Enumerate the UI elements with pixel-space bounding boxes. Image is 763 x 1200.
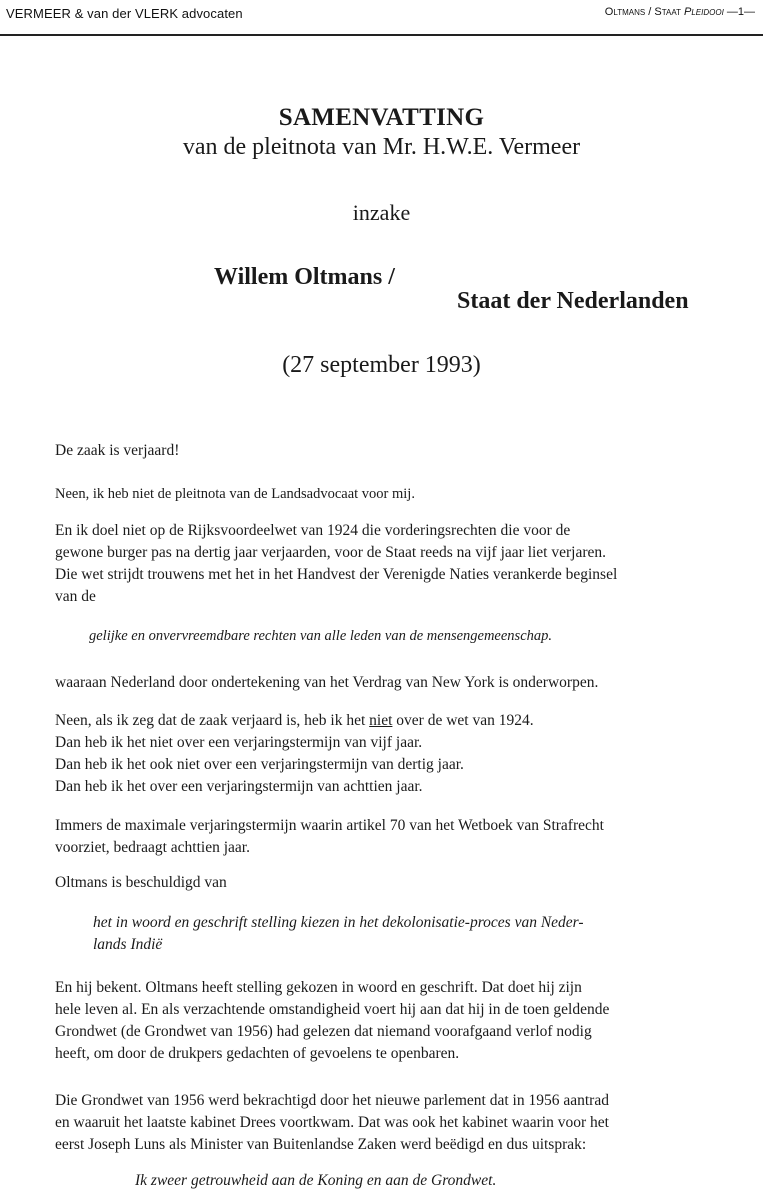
- page-number: —1—: [723, 6, 755, 18]
- paragraph: De zaak is verjaard!: [55, 442, 180, 459]
- text-line: hele leven al. En als verzachtende omstandigheid voert hij aan dat hij in de toen geldende: [55, 1001, 610, 1018]
- inzake-label: inzake: [352, 200, 411, 225]
- text-line: heeft, om door de drukpers gedachten of gevoelens te openbaren.: [55, 1045, 460, 1062]
- text-line: En ik doel niet op de Rijksvoordeelwet van 1924 die vorderingsrechten die voor de: [55, 522, 571, 539]
- text-line: Dan heb ik het over een verjaringstermijn van achttien jaar.: [55, 778, 423, 795]
- document-title: SAMENVATTING: [278, 104, 485, 131]
- text-line: voorziet, bedraagt achttien jaar.: [55, 839, 250, 856]
- text-line: en waaruit het laatste kabinet Drees voortkwam. Dat was ook het kabinet waarin voor het: [55, 1114, 609, 1131]
- paragraph: [55, 1090, 735, 1156]
- block-quote: Ik zweer getrouwheid aan de Koning en aan de Grondwet.: [135, 1172, 497, 1189]
- text-line: gewone burger pas na dertig jaar verjaarden, voor de Staat reeds na vijf jaar liet verjaren.: [55, 544, 607, 561]
- text-line: lands Indië: [93, 936, 163, 953]
- emphasis-underline: niet: [369, 712, 393, 729]
- text-line: [55, 710, 735, 732]
- block-quote: gelijke en onvervreemdbare rechten van alle leden van de mensengemeenschap.: [89, 628, 553, 644]
- document-date: (27 september 1993): [282, 352, 481, 378]
- paragraph: [55, 815, 735, 859]
- paragraph: [55, 977, 735, 1065]
- paragraph: Oltmans is beschuldigd van: [55, 874, 227, 891]
- running-title: [605, 6, 755, 18]
- document-subtitle: van de pleitnota van Mr. H.W.E. Vermeer: [182, 134, 581, 160]
- party-defendant: Staat der Nederlanden: [457, 288, 689, 314]
- text-line: eerst Joseph Luns als Minister van Buitenlandse Zaken werd beëdigd en dus uitsprak:: [55, 1136, 587, 1153]
- party-plaintiff: Willem Oltmans /: [214, 264, 395, 290]
- text-line: Grondwet (de Grondwet van 1956) had gelezen dat niemand voorafgaand verlof nodig: [55, 1023, 592, 1040]
- block-quote: [93, 912, 733, 956]
- text-span: Neen, als ik zeg dat de zaak verjaard is, heb ik het: [55, 712, 370, 729]
- paragraph: waaraan Nederland door ondertekening van het Verdrag van New York is onderworpen.: [55, 674, 599, 691]
- page-header: [0, 0, 763, 30]
- text-line: Die wet strijdt trouwens met het in het Handvest der Verenigde Naties verankerde beginsel: [55, 566, 618, 583]
- text-line: Dan heb ik het ook niet over een verjaringstermijn van dertig jaar.: [55, 756, 464, 773]
- header-rule: [0, 34, 763, 36]
- text-line: Die Grondwet van 1956 werd bekrachtigd door het nieuwe parlement dat in 1956 aantrad: [55, 1092, 609, 1109]
- paragraph: [55, 710, 735, 798]
- case-name: Oltmans / Staat: [604, 6, 685, 18]
- paragraph: [55, 520, 735, 608]
- paragraph: Neen, ik heb niet de pleitnota van de Landsadvocaat voor mij.: [55, 486, 415, 502]
- text-line: Dan heb ik het niet over een verjaringstermijn van vijf jaar.: [55, 734, 423, 751]
- firm-name: VERMEER & van der VLERK advocaten: [6, 6, 243, 21]
- text-line: En hij bekent. Oltmans heeft stelling gekozen in woord en geschrift. Dat doet hij zijn: [55, 979, 582, 996]
- text-line: het in woord en geschrift stelling kiezen in het dekolonisatie-proces van Neder-: [93, 914, 584, 931]
- text-line: Immers de maximale verjaringstermijn waarin artikel 70 van het Wetboek van Strafrecht: [55, 817, 604, 834]
- document-type: Pleidooi: [684, 6, 724, 18]
- text-span: over de wet van 1924.: [392, 712, 534, 729]
- text-line: van de: [55, 588, 96, 605]
